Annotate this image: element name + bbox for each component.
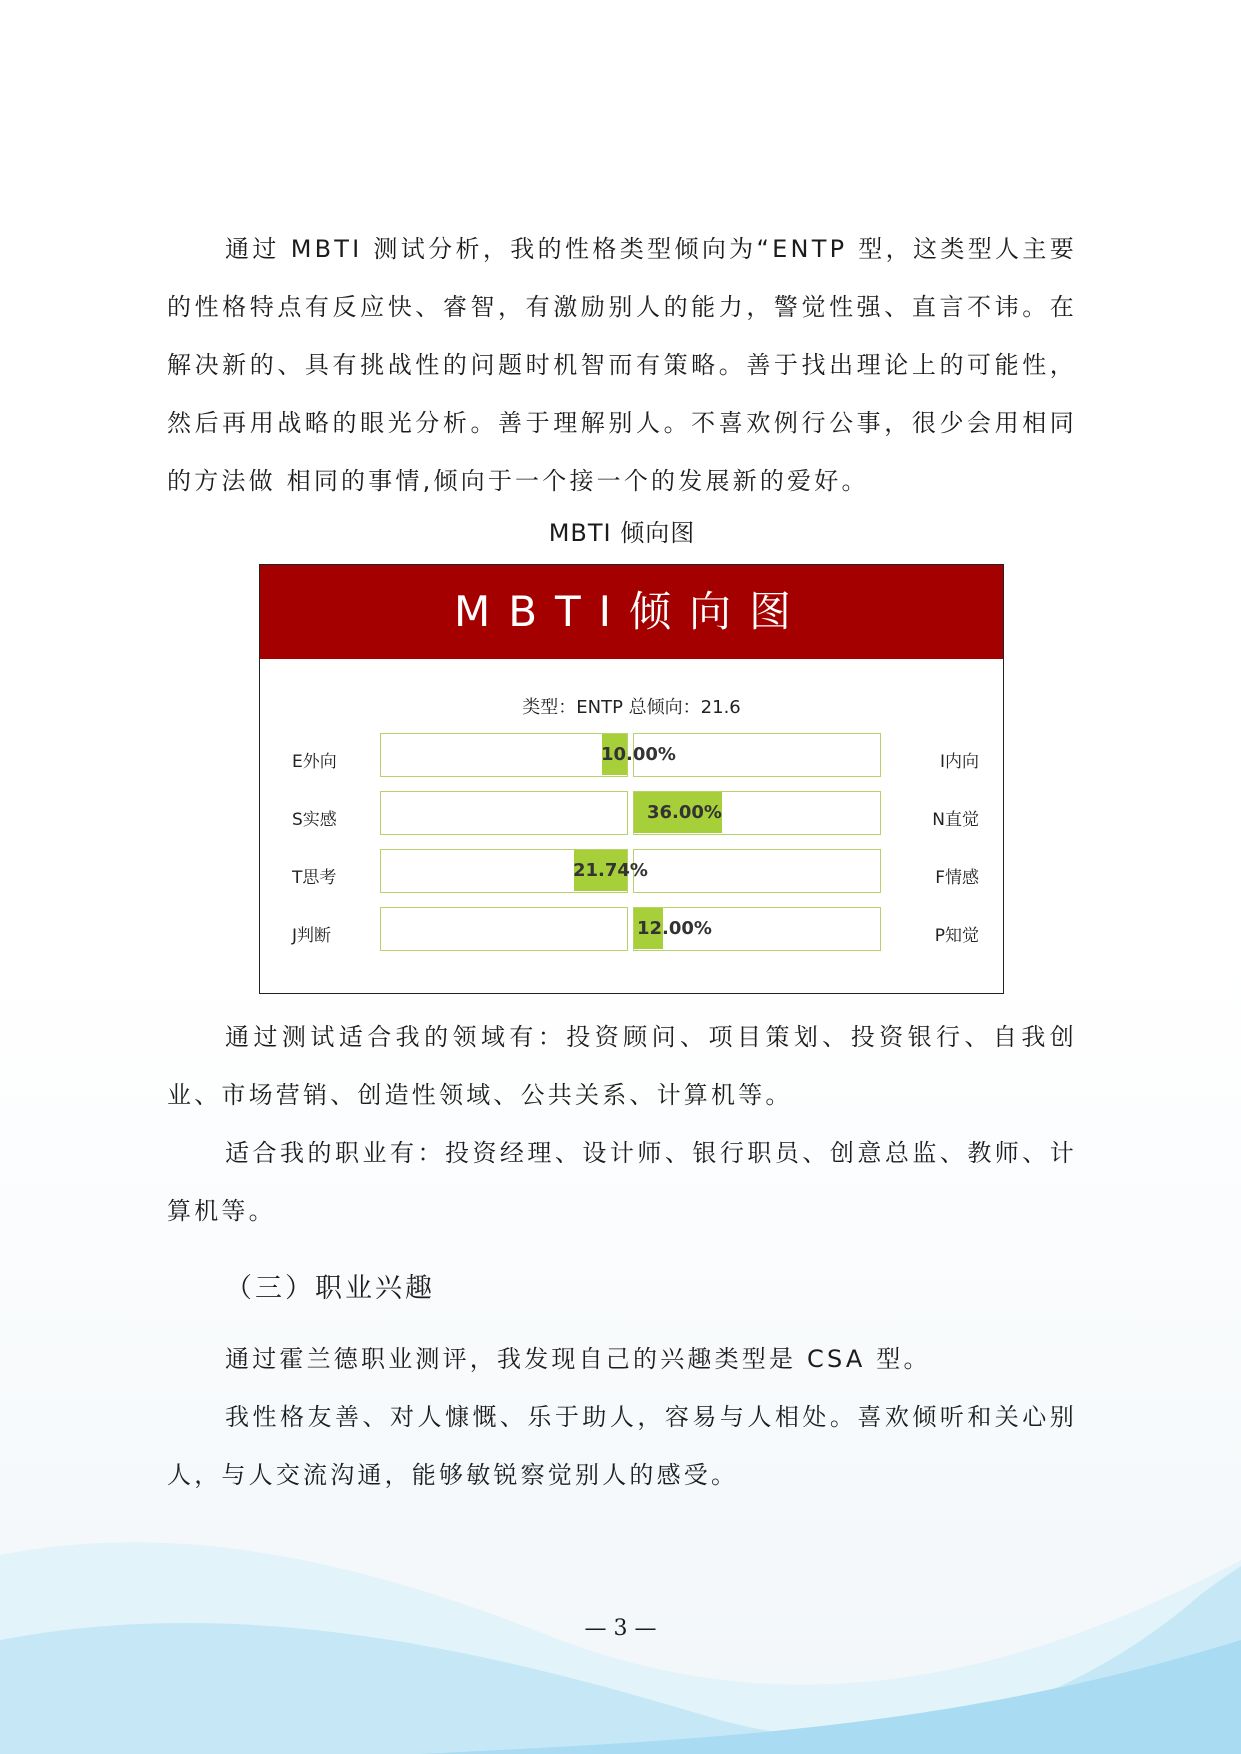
mbti-intro-paragraph: 通过 MBTI 测试分析，我的性格类型倾向为“ENTP 型，这类型人主要的性格特点有反应快、睿智，有激励别人的能力，警觉性强、直言不讳。在解决新的、具有挑战性的问题时机智而有策略。善于找出理论上的可能性，然后再用战略的眼光分析。善于理解别人。不喜欢例行公事，很少会用相同的方法做 相同的事情,倾向于一个接一个的发展新的爱好。 <box>167 235 1077 495</box>
chart-row <box>260 791 1003 837</box>
row-right-label: N直觉 <box>932 810 979 830</box>
row-left-label: J判断 <box>292 926 332 946</box>
row-right-label: F情感 <box>935 868 979 888</box>
row-value-label: 21.74% <box>573 860 648 881</box>
figure-caption: MBTI 倾向图 <box>548 519 696 547</box>
careers-paragraph: 适合我的职业有：投资经理、设计师、银行职员、创意总监、教师、计算机等。 <box>167 1139 1077 1225</box>
row-value-label: 12.00% <box>637 918 712 939</box>
row-left-label: E外向 <box>292 752 337 772</box>
right-track <box>633 849 881 893</box>
chart-summary: 类型：ENTP 总倾向：21.6 <box>522 697 741 718</box>
row-right-label: P知觉 <box>934 926 979 946</box>
holland-paragraph: 通过霍兰德职业测评，我发现自己的兴趣类型是 CSA 型。 <box>225 1345 931 1373</box>
section-heading: （三）职业兴趣 <box>225 1273 435 1304</box>
chart-row <box>260 849 1003 895</box>
row-right-label: I内向 <box>939 752 979 772</box>
chart-row <box>260 907 1003 953</box>
document-body <box>167 220 1077 1504</box>
row-value-label: 36.00% <box>647 802 722 823</box>
personality-paragraph: 我性格友善、对人慷慨、乐于助人，容易与人相处。喜欢倾听和关心别人，与人交流沟通，能够敏锐察觉别人的感受。 <box>167 1403 1077 1489</box>
chart-title: MBTI倾向图 <box>260 565 1003 659</box>
left-track <box>380 907 628 951</box>
row-left-label: S实感 <box>292 810 337 830</box>
fields-paragraph: 通过测试适合我的领域有：投资顾问、项目策划、投资银行、自我创业、市场营销、创造性领域、公共关系、计算机等。 <box>167 1023 1077 1109</box>
row-value-label: 10.00% <box>601 744 676 765</box>
left-track <box>380 733 628 777</box>
row-left-label: T思考 <box>292 868 337 888</box>
chart-row <box>260 733 1003 779</box>
mbti-chart <box>259 564 1004 994</box>
left-track <box>380 791 628 835</box>
page-number: — 3 — <box>584 1616 657 1641</box>
